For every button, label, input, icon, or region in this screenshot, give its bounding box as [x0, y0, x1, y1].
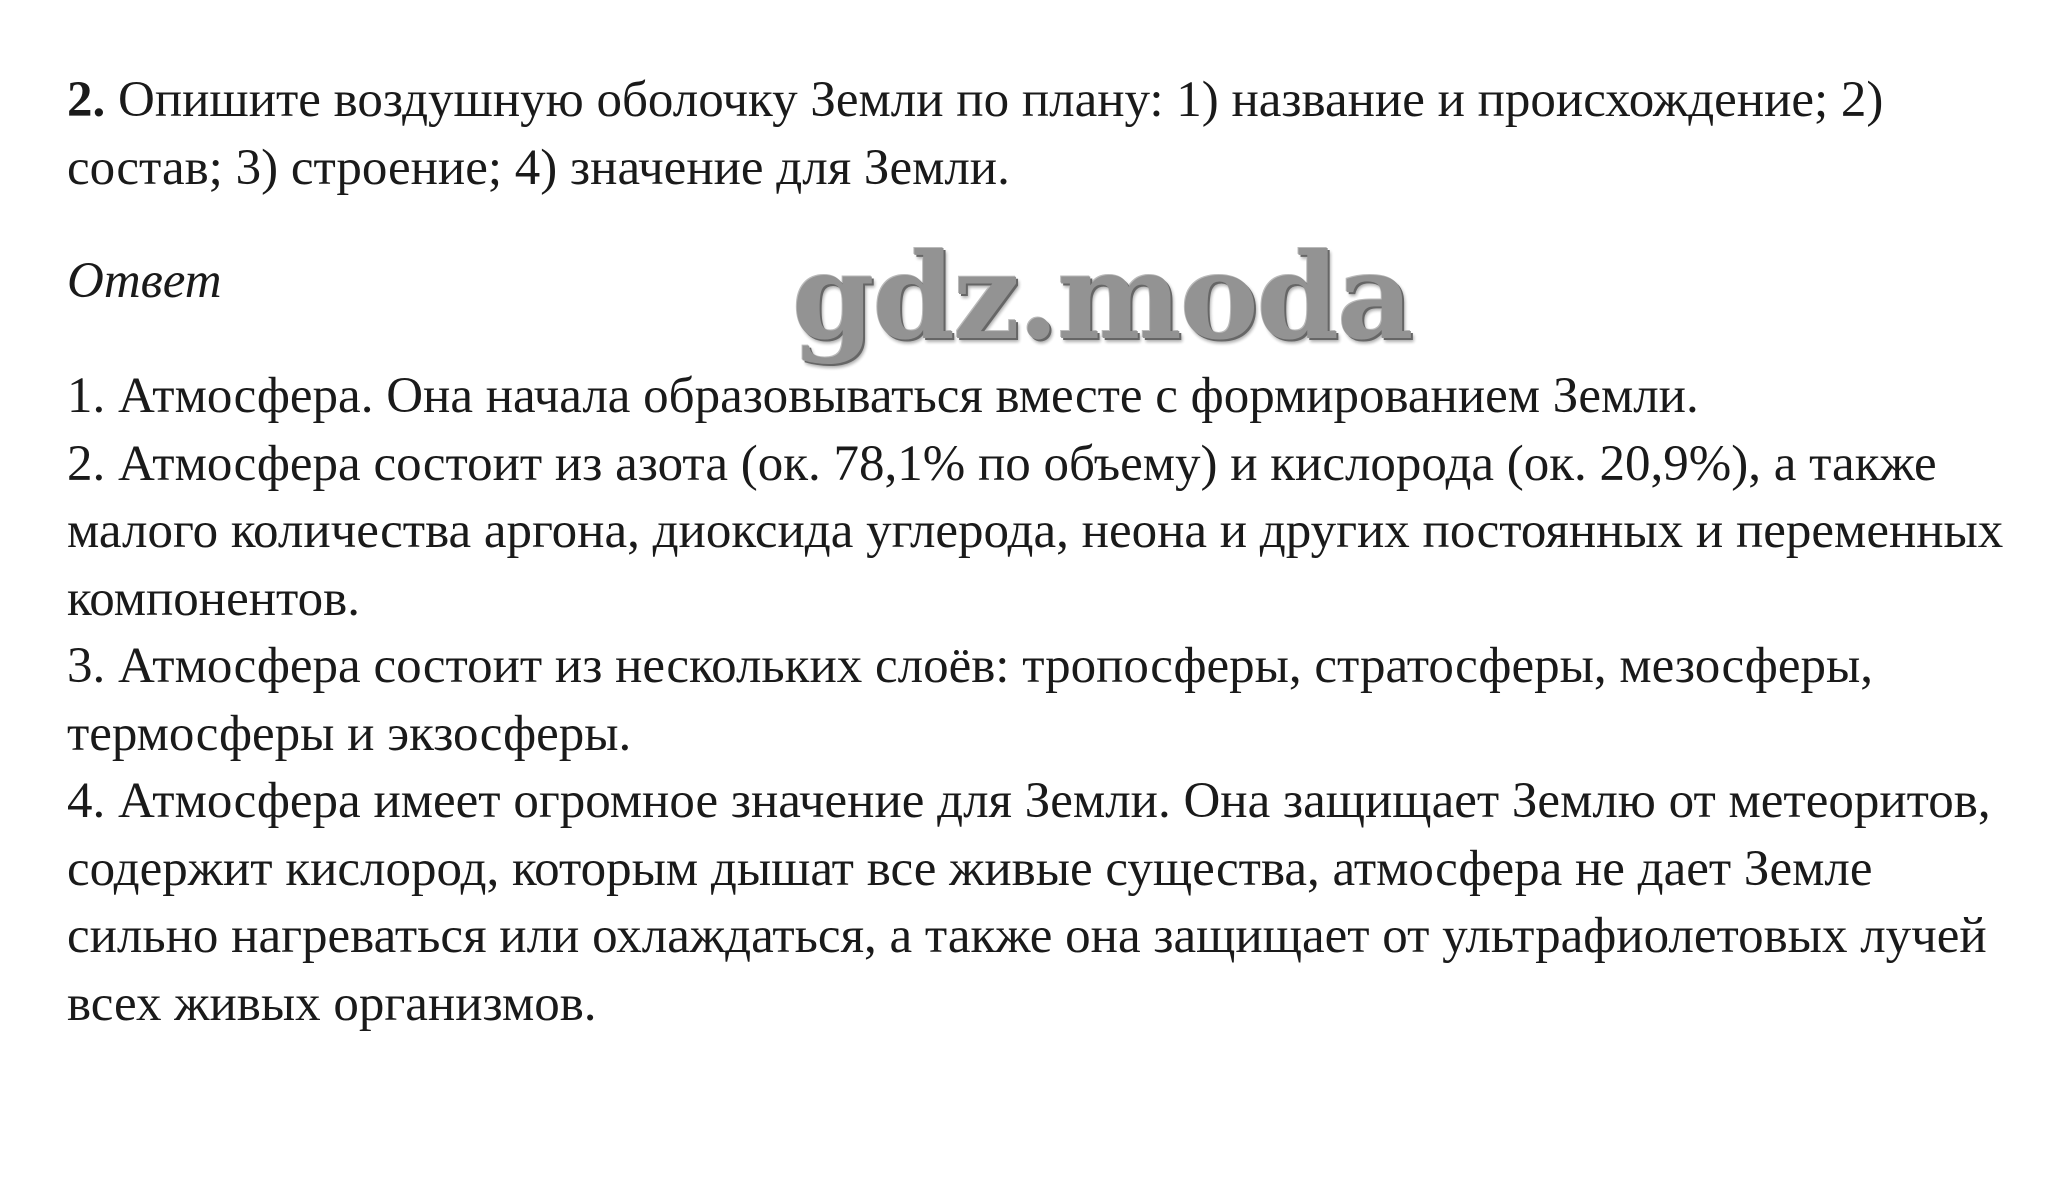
- task-text: Опишите воздушную оболочку Земли по плану: 1) название и происхождение; 2) состав; 3) строение; 4) значение для Земли.: [67, 72, 1884, 196]
- answer-heading: Ответ: [67, 253, 222, 309]
- answer-list: [67, 363, 2027, 1038]
- answer-item-4: 4. Атмосфера имеет огромное значение для Земли. Она защищает Землю от метеоритов, содержит кислород, которым дышат все живые существа, атмосфера не дает Земле сильно нагреваться или охлаждаться, а также она защищает от ультрафиолетовых лучей всех живых организмов.: [67, 773, 1991, 1032]
- answer-item-2: 2. Атмосфера состоит из азота (ок. 78,1% по объему) и кислорода (ок. 20,9%), а также малого количества аргона, диоксида углерода, неона и других постоянных и переменных компонентов.: [67, 435, 2004, 627]
- document-page: [67, 66, 2027, 1038]
- answer-item-1: 1. Атмосфера. Она начала образовываться вместе с формированием Земли.: [67, 368, 1699, 424]
- task-statement: [67, 66, 2027, 202]
- answer-item-3: 3. Атмосфера состоит из нескольких слоёв: тропосферы, стратосферы, мезосферы, термосферы и экзосферы.: [67, 638, 1873, 762]
- watermark-logo: gdz.moda: [792, 227, 1412, 366]
- task-number: 2.: [67, 72, 106, 128]
